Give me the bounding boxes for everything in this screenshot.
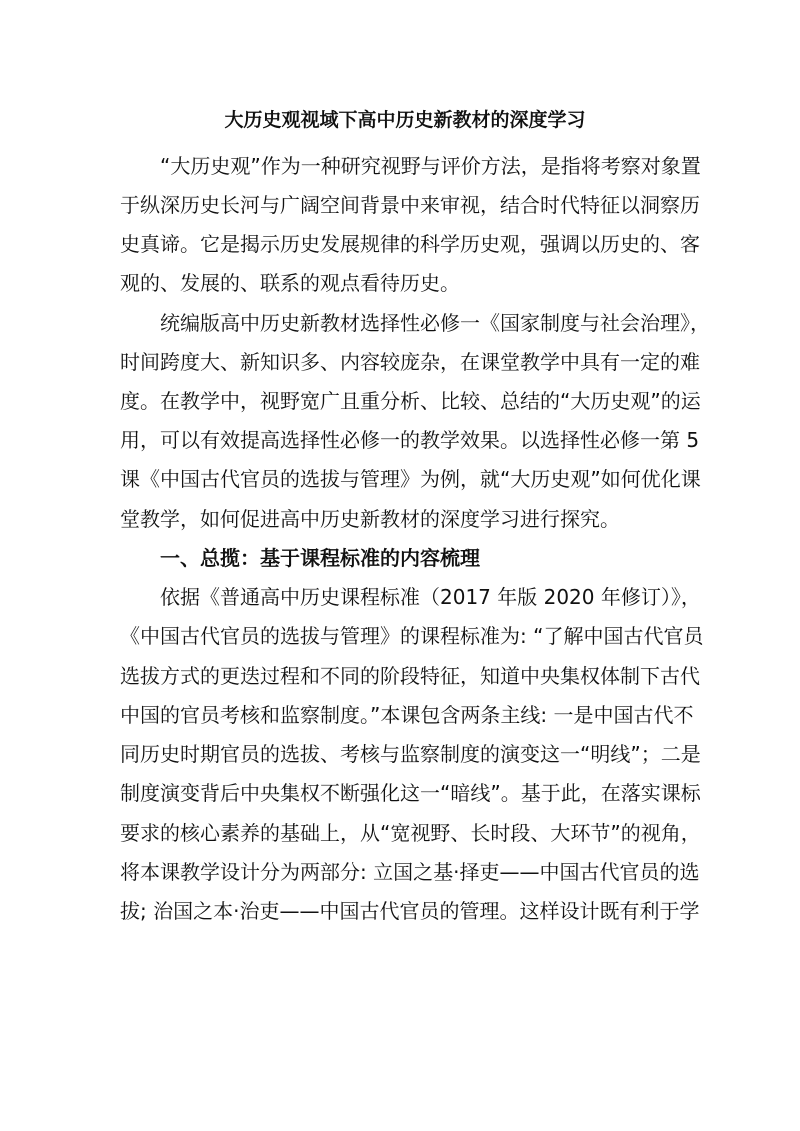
paragraph-2-line-5: 课《中国古代官员的选拔与管理》为例，就“大历史观”如何优化课 bbox=[120, 467, 701, 491]
paragraph-3-line-7: 要求的核心素养的基础上，从“宽视野、长时段、大环节”的视角， bbox=[120, 821, 701, 845]
paragraph-3-line-3: 选拔方式的更迭过程和不同的阶段特征，知道中央集权体制下古代 bbox=[120, 664, 700, 688]
paragraph-3-line-6: 制度演变背后中央集权不断强化这一“暗线”。基于此，在落实课标 bbox=[120, 781, 701, 805]
paragraph-2-line-1: 统编版高中历史新教材选择性必修一《国家制度与社会治理》， bbox=[160, 311, 710, 335]
paragraph-3-line-5: 同历史时期官员的选拔、考核与监察制度的演变这一“明线”；二是 bbox=[120, 742, 701, 766]
paragraph-2-line-2: 时间跨度大、新知识多、内容较庞杂，在课堂教学中具有一定的难 bbox=[120, 350, 700, 374]
paragraph-1-line-1: “大历史观”作为一种研究视野与评价方法，是指将考察对象置 bbox=[160, 154, 701, 178]
paragraph-1-line-3: 史真谛。它是揭示历史发展规律的科学历史观，强调以历史的、客 bbox=[120, 232, 700, 256]
paragraph-3-line-2: 《中国古代官员的选拔与管理》的课程标准为: “了解中国古代官员 bbox=[120, 624, 704, 648]
paragraph-2-line-4: 用，可以有效提高选择性必修一的教学效果。以选择性必修一第 5 bbox=[120, 428, 700, 452]
paragraph-2-line-6: 堂教学，如何促进高中历史新教材的深度学习进行探究。 bbox=[120, 507, 620, 531]
paragraph-3-line-9: 拔; 治国之本·治吏——中国古代官员的管理。这样设计既有利于学 bbox=[120, 899, 700, 923]
paragraph-3-line-1: 依据《普通高中历史课程标准（2017 年版 2020 年修订）》， bbox=[160, 585, 701, 609]
paragraph-1-line-2: 于纵深历史长河与广阔空间背景中来审视，结合时代特征以洞察历 bbox=[120, 193, 700, 217]
paragraph-3-line-4: 中国的官员考核和监察制度。”本课包含两条主线: 一是中国古代不 bbox=[120, 703, 694, 727]
paragraph-2-line-3: 度。在教学中，视野宽广且重分析、比较、总结的“大历史观”的运 bbox=[120, 389, 701, 413]
paragraph-1-line-4: 观的、发展的、联系的观点看待历史。 bbox=[120, 271, 460, 295]
page-title: 大历史观视域下高中历史新教材的深度学习 bbox=[224, 109, 586, 131]
paragraph-3-line-8: 将本课教学设计分为两部分: 立国之基·择吏——中国古代官员的选 bbox=[120, 860, 700, 884]
section-heading: 一、总揽：基于课程标准的内容梳理 bbox=[160, 546, 480, 570]
